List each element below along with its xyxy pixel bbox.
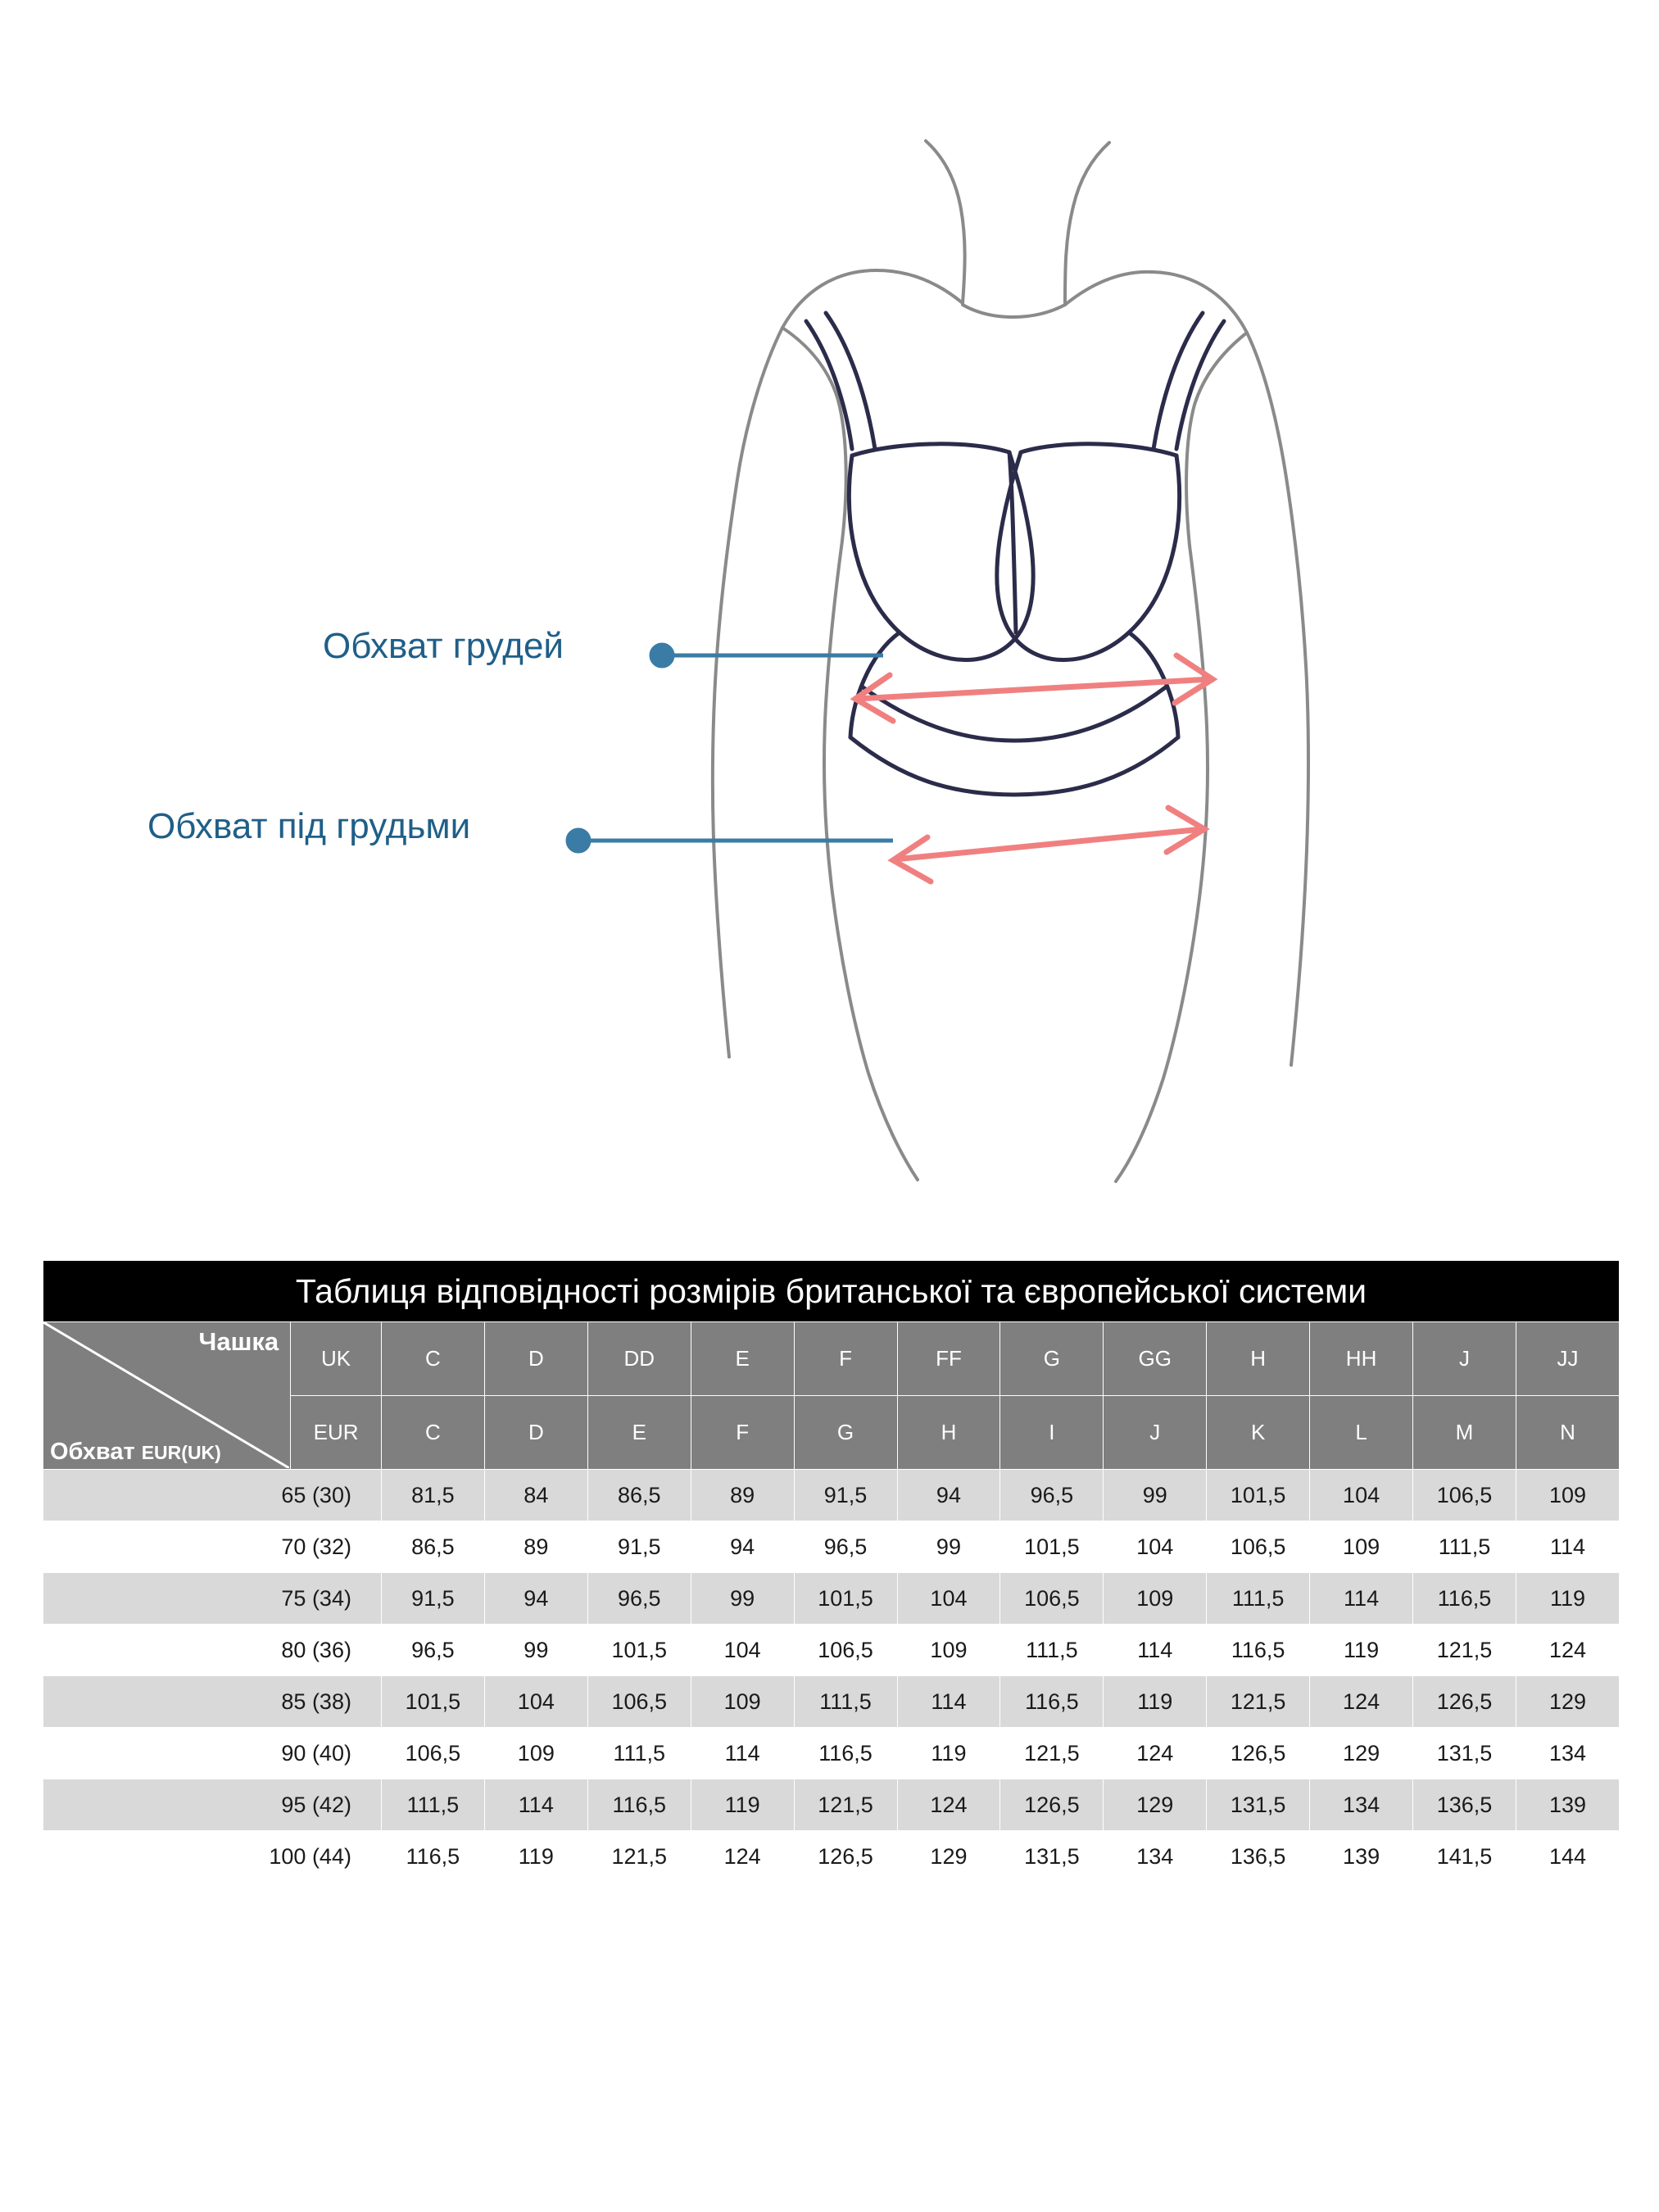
cell: 136,5 [1207, 1831, 1310, 1883]
cell: 116,5 [794, 1728, 897, 1779]
cell: 114 [691, 1728, 794, 1779]
table-row [43, 1573, 1620, 1625]
cell: 106,5 [587, 1676, 691, 1728]
bra-outline-icon [806, 313, 1224, 795]
row-band-label: 70 (32) [43, 1521, 382, 1573]
cell: 124 [1104, 1728, 1207, 1779]
table-row [43, 1676, 1620, 1728]
header-cup-uk-6: G [1000, 1322, 1104, 1396]
header-cup-uk-1: D [484, 1322, 587, 1396]
cell: 89 [484, 1521, 587, 1573]
cell: 119 [691, 1779, 794, 1831]
header-cup-eur-6: I [1000, 1396, 1104, 1470]
cell: 106,5 [381, 1728, 484, 1779]
cell: 104 [691, 1625, 794, 1676]
header-cup-uk-11: JJ [1516, 1322, 1619, 1396]
cell: 139 [1310, 1831, 1413, 1883]
cell: 121,5 [794, 1779, 897, 1831]
cell: 109 [484, 1728, 587, 1779]
corner-header-cell [43, 1322, 291, 1470]
cell: 119 [1516, 1573, 1619, 1625]
cell: 124 [691, 1831, 794, 1883]
table-row [43, 1779, 1620, 1831]
cell: 86,5 [381, 1521, 484, 1573]
header-cup-eur-5: H [897, 1396, 1000, 1470]
row-band-label: 75 (34) [43, 1573, 382, 1625]
cell: 116,5 [1207, 1625, 1310, 1676]
cell: 99 [691, 1573, 794, 1625]
cell: 81,5 [381, 1470, 484, 1521]
table-row [43, 1831, 1620, 1883]
header-cup-uk-4: F [794, 1322, 897, 1396]
cell: 104 [484, 1676, 587, 1728]
cell: 96,5 [1000, 1470, 1104, 1521]
cell: 96,5 [587, 1573, 691, 1625]
cell: 116,5 [381, 1831, 484, 1883]
cell: 119 [897, 1728, 1000, 1779]
cell: 106,5 [1413, 1470, 1516, 1521]
cell: 106,5 [1207, 1521, 1310, 1573]
cell: 131,5 [1207, 1779, 1310, 1831]
cell: 114 [1516, 1521, 1619, 1573]
cell: 94 [484, 1573, 587, 1625]
cell: 91,5 [381, 1573, 484, 1625]
cell: 101,5 [1000, 1521, 1104, 1573]
header-cup-eur-10: M [1413, 1396, 1516, 1470]
row-band-label: 100 (44) [43, 1831, 382, 1883]
cell: 91,5 [794, 1470, 897, 1521]
cell: 124 [1310, 1676, 1413, 1728]
cell: 109 [691, 1676, 794, 1728]
cell: 104 [1310, 1470, 1413, 1521]
cell: 101,5 [381, 1676, 484, 1728]
cell: 121,5 [1413, 1625, 1516, 1676]
header-row-uk [43, 1322, 1620, 1396]
cell: 114 [897, 1676, 1000, 1728]
header-cup-uk-5: FF [897, 1322, 1000, 1396]
underbust-label: Обхват під грудьми [147, 806, 471, 846]
cell: 99 [484, 1625, 587, 1676]
cell: 116,5 [1000, 1676, 1104, 1728]
table-row [43, 1470, 1620, 1521]
cell: 129 [1104, 1779, 1207, 1831]
cell: 126,5 [1413, 1676, 1516, 1728]
body-outline-icon [713, 141, 1308, 1181]
bust-label: Обхват грудей [323, 626, 564, 666]
cell: 101,5 [1207, 1470, 1310, 1521]
cell: 94 [691, 1521, 794, 1573]
cell: 121,5 [1000, 1728, 1104, 1779]
header-cup-uk-9: HH [1310, 1322, 1413, 1396]
cell: 139 [1516, 1779, 1619, 1831]
cell: 144 [1516, 1831, 1619, 1883]
table-row [43, 1521, 1620, 1573]
cell: 114 [1310, 1573, 1413, 1625]
cell: 114 [1104, 1625, 1207, 1676]
cell: 96,5 [381, 1625, 484, 1676]
cell: 131,5 [1413, 1728, 1516, 1779]
cell: 84 [484, 1470, 587, 1521]
cell: 121,5 [1207, 1676, 1310, 1728]
cell: 129 [1516, 1676, 1619, 1728]
cell: 134 [1516, 1728, 1619, 1779]
cell: 101,5 [587, 1625, 691, 1676]
header-cup-eur-8: K [1207, 1396, 1310, 1470]
cell: 111,5 [1413, 1521, 1516, 1573]
cell: 111,5 [794, 1676, 897, 1728]
cell: 106,5 [1000, 1573, 1104, 1625]
cell: 109 [897, 1625, 1000, 1676]
size-table [43, 1260, 1620, 1883]
row-band-label: 85 (38) [43, 1676, 382, 1728]
cell: 91,5 [587, 1521, 691, 1573]
cell: 111,5 [587, 1728, 691, 1779]
table-row [43, 1728, 1620, 1779]
cell: 99 [1104, 1470, 1207, 1521]
header-cup-uk-7: GG [1104, 1322, 1207, 1396]
header-cup-uk-10: J [1413, 1322, 1516, 1396]
header-cup-eur-0: C [381, 1396, 484, 1470]
cell: 94 [897, 1470, 1000, 1521]
row-band-label: 80 (36) [43, 1625, 382, 1676]
cell: 121,5 [587, 1831, 691, 1883]
cell: 126,5 [1000, 1779, 1104, 1831]
header-cup-uk-3: E [691, 1322, 794, 1396]
underbust-measure-arrow-icon [893, 808, 1204, 882]
cell: 119 [484, 1831, 587, 1883]
header-system-eur: EUR [291, 1396, 382, 1470]
cell: 101,5 [794, 1573, 897, 1625]
cell: 141,5 [1413, 1831, 1516, 1883]
cell: 111,5 [381, 1779, 484, 1831]
cell: 126,5 [1207, 1728, 1310, 1779]
band-axis-label-small: EUR(UK) [141, 1442, 221, 1463]
cell: 124 [897, 1779, 1000, 1831]
cell: 116,5 [1413, 1573, 1516, 1625]
cell: 134 [1310, 1779, 1413, 1831]
header-cup-eur-4: G [794, 1396, 897, 1470]
header-cup-uk-0: C [381, 1322, 484, 1396]
cell: 109 [1516, 1470, 1619, 1521]
row-band-label: 65 (30) [43, 1470, 382, 1521]
band-axis-label-main: Обхват [50, 1439, 142, 1465]
header-system-uk: UK [291, 1322, 382, 1396]
band-axis-label [50, 1439, 221, 1466]
cell: 109 [1104, 1573, 1207, 1625]
cell: 136,5 [1413, 1779, 1516, 1831]
cell: 96,5 [794, 1521, 897, 1573]
header-cup-eur-9: L [1310, 1396, 1413, 1470]
header-cup-eur-7: J [1104, 1396, 1207, 1470]
cell: 134 [1104, 1831, 1207, 1883]
header-cup-eur-2: E [587, 1396, 691, 1470]
cell: 111,5 [1207, 1573, 1310, 1625]
underbust-leader-line [568, 830, 893, 851]
cell: 126,5 [794, 1831, 897, 1883]
cell: 99 [897, 1521, 1000, 1573]
cell: 119 [1310, 1625, 1413, 1676]
cell: 104 [897, 1573, 1000, 1625]
header-cup-eur-11: N [1516, 1396, 1619, 1470]
cell: 129 [1310, 1728, 1413, 1779]
row-band-label: 95 (42) [43, 1779, 382, 1831]
header-cup-uk-2: DD [587, 1322, 691, 1396]
row-band-label: 90 (40) [43, 1728, 382, 1779]
cell: 131,5 [1000, 1831, 1104, 1883]
cell: 129 [897, 1831, 1000, 1883]
cell: 89 [691, 1470, 794, 1521]
cell: 104 [1104, 1521, 1207, 1573]
header-cup-eur-1: D [484, 1396, 587, 1470]
cell: 124 [1516, 1625, 1619, 1676]
cell: 109 [1310, 1521, 1413, 1573]
cell: 86,5 [587, 1470, 691, 1521]
header-cup-eur-3: F [691, 1396, 794, 1470]
table-title-row [43, 1261, 1620, 1322]
cup-axis-label: Чашка [198, 1327, 279, 1356]
header-cup-uk-8: H [1207, 1322, 1310, 1396]
cell: 119 [1104, 1676, 1207, 1728]
table-row [43, 1625, 1620, 1676]
cell: 116,5 [587, 1779, 691, 1831]
cell: 106,5 [794, 1625, 897, 1676]
size-chart [43, 1260, 1620, 1883]
bust-leader-line [651, 645, 883, 666]
cell: 114 [484, 1779, 587, 1831]
table-title: Таблиця відповідності розмірів британської та європейської системи [43, 1261, 1620, 1322]
cell: 111,5 [1000, 1625, 1104, 1676]
